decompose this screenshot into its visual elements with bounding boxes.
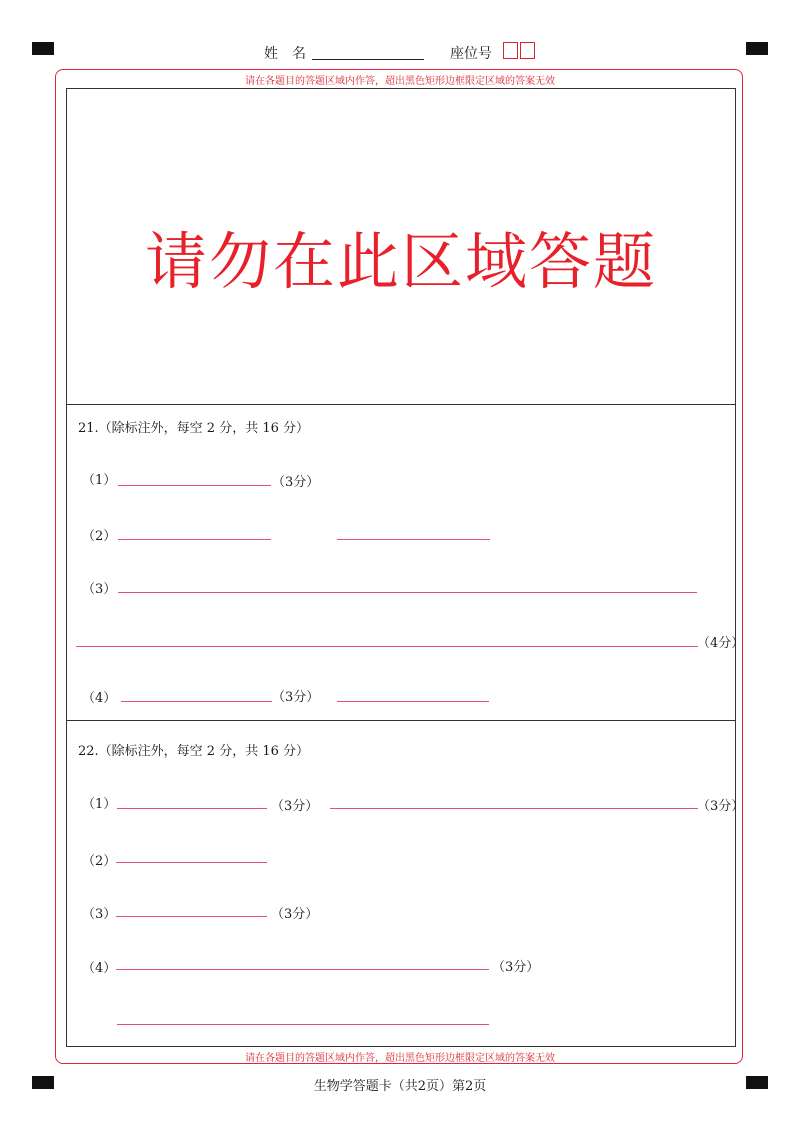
- q21-part4-answer-line[interactable]: [121, 701, 272, 702]
- q22-part3-score: （3分）: [271, 907, 319, 922]
- q21-part3-answer-line[interactable]: [118, 592, 697, 593]
- q21-title: 21.（除标注外，每空 2 分，共 16 分）: [78, 421, 310, 436]
- q22-part3-answer-line[interactable]: [116, 916, 267, 917]
- q22-part1-score: （3分）: [697, 799, 745, 814]
- name-label: 姓 名: [264, 46, 306, 62]
- q21-part4-answer-line[interactable]: [337, 701, 489, 702]
- q22-part2-answer-line[interactable]: [116, 862, 267, 863]
- q21-part3-score: （4分）: [697, 636, 745, 651]
- q21-part1-label: （1）: [82, 473, 117, 488]
- q22-part1-label: （1）: [82, 797, 117, 812]
- q21-part3-label: （3）: [82, 582, 117, 597]
- q22-part4-answer-line[interactable]: [116, 969, 489, 970]
- q21-part4-score: （3分）: [272, 690, 320, 705]
- q22-part4-score: （3分）: [492, 960, 540, 975]
- name-field[interactable]: [312, 59, 424, 60]
- q22-part2-label: （2）: [82, 854, 117, 869]
- q21-part2-answer-line[interactable]: [118, 539, 271, 540]
- q22-part3-label: （3）: [82, 907, 117, 922]
- section-divider: [66, 720, 736, 721]
- q22-part1-answer-line[interactable]: [117, 808, 267, 809]
- forbidden-area-text: 请勿在此区域答题: [144, 225, 657, 298]
- registration-mark: [746, 42, 768, 55]
- q22-part4-label: （4）: [82, 961, 117, 976]
- q21-part3-answer-line[interactable]: [76, 646, 698, 647]
- q22-part1-score: （3分）: [271, 799, 319, 814]
- q21-part1-answer-line[interactable]: [118, 485, 271, 486]
- section-divider: [66, 404, 736, 405]
- seat-label: 座位号: [450, 46, 492, 62]
- q22-title: 22.（除标注外，每空 2 分，共 16 分）: [78, 744, 310, 759]
- seat-digit-box[interactable]: [520, 42, 535, 59]
- q21-part1-score: （3分）: [272, 475, 320, 490]
- notice-bottom: 请在各题目的答题区域内作答，超出黑色矩形边框限定区域的答案无效: [245, 1053, 555, 1064]
- q22-part4-answer-line[interactable]: [117, 1024, 489, 1025]
- page-footer: 生物学答题卡（共2页）第2页: [313, 1079, 487, 1094]
- q21-part4-label: （4）: [82, 691, 117, 706]
- registration-mark: [32, 42, 54, 55]
- seat-digit-box[interactable]: [503, 42, 518, 59]
- q21-part2-answer-line[interactable]: [337, 539, 490, 540]
- q22-part1-answer-line[interactable]: [330, 808, 698, 809]
- q21-part2-label: （2）: [82, 529, 117, 544]
- notice-top: 请在各题目的答题区域内作答，超出黑色矩形边框限定区域的答案无效: [245, 76, 555, 87]
